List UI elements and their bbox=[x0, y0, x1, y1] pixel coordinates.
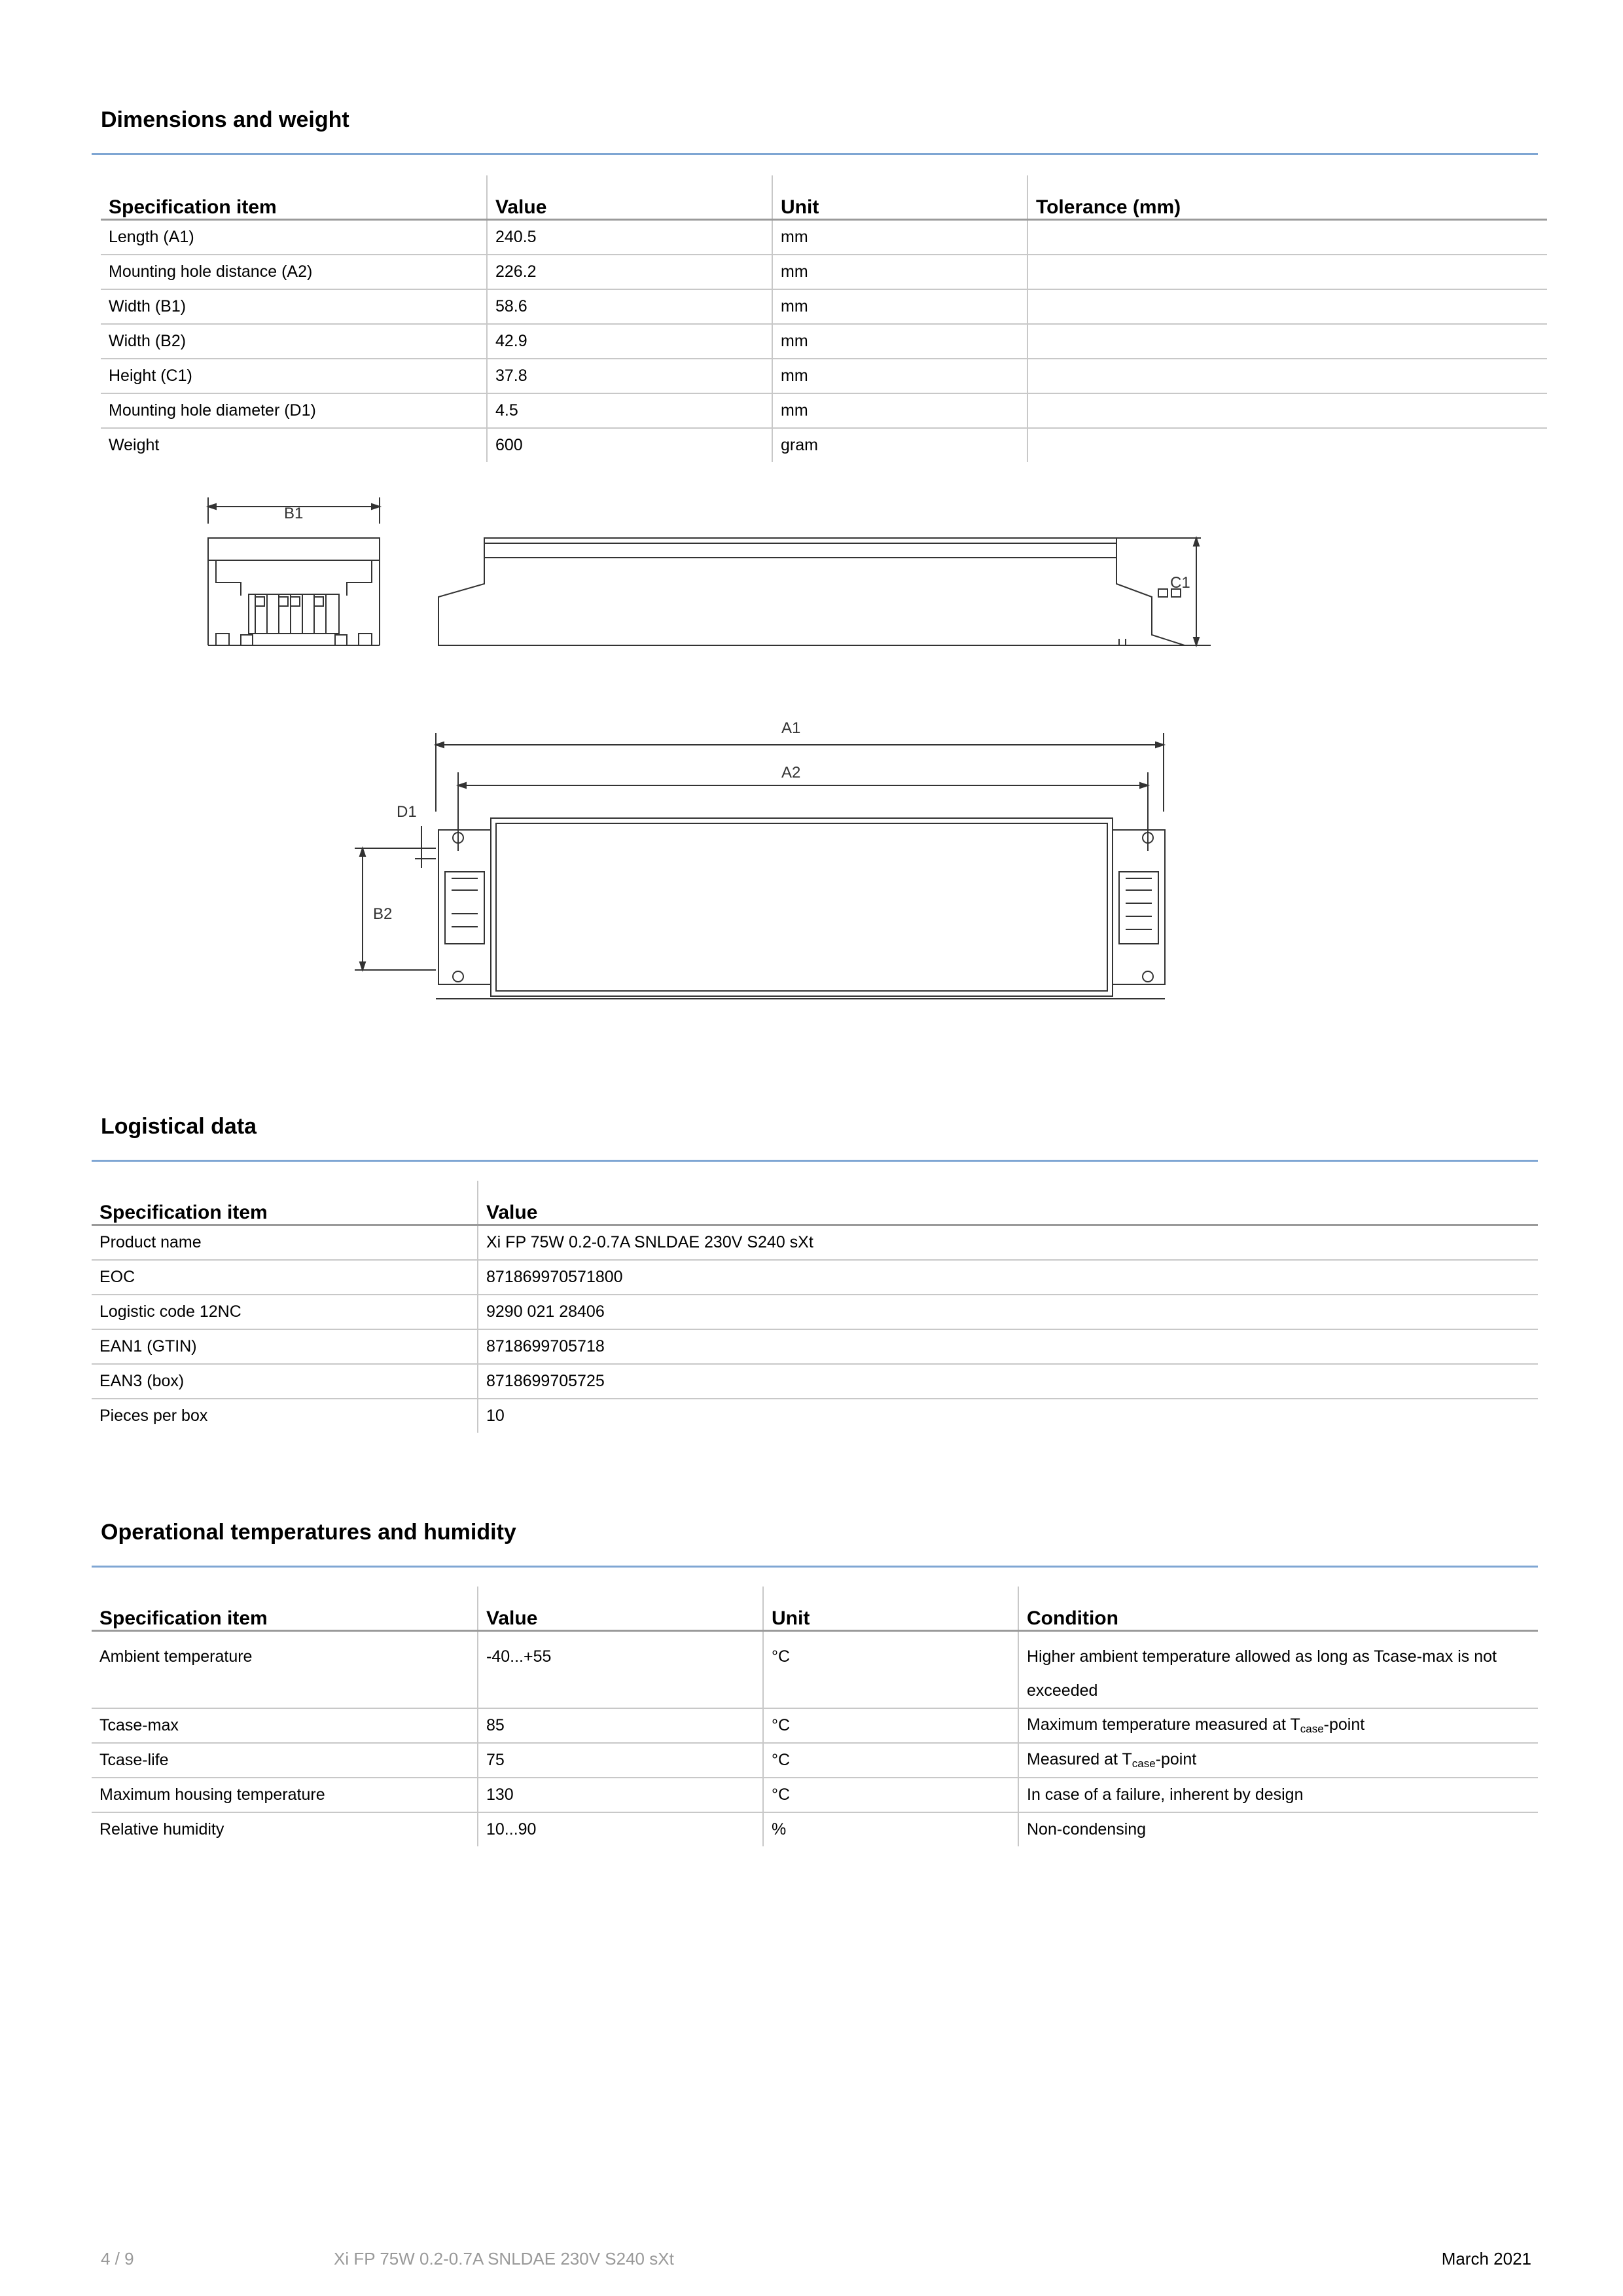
table-cell: 8718699705725 bbox=[478, 1364, 1538, 1399]
table-header-row bbox=[92, 1181, 1538, 1225]
operational-section-title: Operational temperatures and humidity bbox=[101, 1520, 516, 1545]
table-cell: 871869970571800 bbox=[478, 1260, 1538, 1295]
column-header: Tolerance (mm) bbox=[1027, 175, 1547, 220]
table-cell bbox=[1027, 428, 1547, 462]
table-cell: EAN3 (box) bbox=[92, 1364, 478, 1399]
table-cell bbox=[1018, 1743, 1538, 1778]
table-row bbox=[101, 393, 1547, 428]
dimension-label-c1: C1 bbox=[1170, 574, 1190, 592]
table-cell: Logistic code 12NC bbox=[92, 1295, 478, 1329]
table-cell: Width (B2) bbox=[101, 324, 487, 359]
table-cell: Ambient temperature bbox=[92, 1631, 478, 1709]
table-cell: 85 bbox=[478, 1708, 763, 1743]
table-cell: 8718699705718 bbox=[478, 1329, 1538, 1364]
table-cell: 75 bbox=[478, 1743, 763, 1778]
table-cell: Height (C1) bbox=[101, 359, 487, 393]
table-cell: 226.2 bbox=[487, 255, 772, 289]
column-header: Value bbox=[487, 175, 772, 220]
dimension-label-b1: B1 bbox=[284, 505, 304, 522]
condition-text: -point bbox=[1155, 1750, 1197, 1768]
column-header: Unit bbox=[772, 175, 1027, 220]
dimension-label-d1: D1 bbox=[397, 803, 417, 821]
table-cell bbox=[1027, 289, 1547, 324]
table-cell bbox=[1027, 393, 1547, 428]
column-header: Condition bbox=[1018, 1587, 1538, 1631]
table-row bbox=[92, 1812, 1538, 1846]
table-cell: 58.6 bbox=[487, 289, 772, 324]
table-cell: mm bbox=[772, 289, 1027, 324]
condition-text: -point bbox=[1323, 1715, 1365, 1734]
table-cell: -40...+55 bbox=[478, 1631, 763, 1709]
table-cell: 10 bbox=[478, 1399, 1538, 1433]
table-row bbox=[92, 1225, 1538, 1261]
table-row bbox=[92, 1743, 1538, 1778]
table-cell bbox=[1027, 255, 1547, 289]
dimension-label-b2: B2 bbox=[373, 905, 393, 923]
table-row bbox=[92, 1778, 1538, 1812]
table-cell: mm bbox=[772, 393, 1027, 428]
column-header: Unit bbox=[763, 1587, 1018, 1631]
table-cell: Mounting hole distance (A2) bbox=[101, 255, 487, 289]
operational-title-rule bbox=[92, 1566, 1538, 1568]
column-header: Value bbox=[478, 1587, 763, 1631]
table-cell: Maximum housing temperature bbox=[92, 1778, 478, 1812]
table-cell: Pieces per box bbox=[99, 1407, 208, 1425]
table-row bbox=[92, 1708, 1538, 1743]
column-header: Specification item bbox=[101, 175, 487, 220]
table-cell: °C bbox=[763, 1778, 1018, 1812]
condition-subscript: case bbox=[1300, 1723, 1324, 1735]
table-cell: In case of a failure, inherent by design bbox=[1018, 1778, 1538, 1812]
operational-table bbox=[92, 1587, 1538, 1846]
table-cell: Weight bbox=[109, 436, 160, 454]
table-cell: °C bbox=[763, 1708, 1018, 1743]
table-cell: 4.5 bbox=[487, 393, 772, 428]
table-cell: 42.9 bbox=[487, 324, 772, 359]
table-row bbox=[92, 1260, 1538, 1295]
dimension-drawing bbox=[183, 484, 1230, 1021]
column-header: Value bbox=[478, 1181, 1538, 1225]
footer-product-name: Xi FP 75W 0.2-0.7A SNLDAE 230V S240 sXt bbox=[334, 2249, 674, 2269]
condition-text: Measured at T bbox=[1027, 1750, 1132, 1768]
table-cell: 240.5 bbox=[487, 220, 772, 255]
table-cell: 9290 021 28406 bbox=[478, 1295, 1538, 1329]
table-row bbox=[101, 324, 1547, 359]
condition-subscript: case bbox=[1132, 1757, 1156, 1770]
condition-text: Maximum temperature measured at T bbox=[1027, 1715, 1300, 1734]
table-row bbox=[101, 255, 1547, 289]
dimensions-section-title: Dimensions and weight bbox=[101, 107, 349, 132]
table-cell: mm bbox=[772, 359, 1027, 393]
side-view bbox=[438, 538, 1211, 645]
table-cell bbox=[1027, 324, 1547, 359]
logistical-table bbox=[92, 1181, 1538, 1433]
table-cell: °C bbox=[763, 1631, 1018, 1709]
table-header-row bbox=[92, 1587, 1538, 1631]
top-view bbox=[355, 719, 1165, 999]
table-cell: 37.8 bbox=[487, 359, 772, 393]
table-row bbox=[92, 1631, 1538, 1709]
end-view bbox=[208, 497, 380, 645]
table-cell: °C bbox=[763, 1743, 1018, 1778]
table-cell: Tcase-life bbox=[92, 1743, 478, 1778]
table-row bbox=[92, 1329, 1538, 1364]
table-row bbox=[101, 220, 1547, 255]
table-cell: mm bbox=[772, 220, 1027, 255]
table-cell: Xi FP 75W 0.2-0.7A SNLDAE 230V S240 sXt bbox=[478, 1225, 1538, 1261]
column-header: Specification item bbox=[92, 1181, 478, 1225]
footer-date: March 2021 bbox=[1441, 2249, 1531, 2269]
table-row bbox=[92, 1295, 1538, 1329]
table-cell: Tcase-max bbox=[92, 1708, 478, 1743]
table-row bbox=[92, 1364, 1538, 1399]
table-cell: mm bbox=[772, 324, 1027, 359]
table-cell: 10...90 bbox=[478, 1812, 763, 1846]
logistical-section-title: Logistical data bbox=[101, 1114, 257, 1139]
table-cell: Width (B1) bbox=[101, 289, 487, 324]
table-cell: % bbox=[763, 1812, 1018, 1846]
dimensions-title-rule bbox=[92, 153, 1538, 155]
table-row bbox=[101, 359, 1547, 393]
dimension-label-a1: A1 bbox=[781, 719, 801, 737]
table-cell: Product name bbox=[92, 1225, 478, 1261]
column-header: Specification item bbox=[92, 1587, 478, 1631]
table-cell: Relative humidity bbox=[99, 1820, 224, 1839]
table-cell: Non-condensing bbox=[1018, 1812, 1538, 1846]
logistical-title-rule bbox=[92, 1160, 1538, 1162]
table-cell bbox=[1027, 359, 1547, 393]
table-header-row bbox=[101, 175, 1547, 220]
table-cell: 130 bbox=[478, 1778, 763, 1812]
table-cell: Mounting hole diameter (D1) bbox=[101, 393, 487, 428]
table-cell: EOC bbox=[92, 1260, 478, 1295]
table-cell bbox=[1027, 220, 1547, 255]
table-cell: Higher ambient temperature allowed as long as Tcase-max is not exceeded bbox=[1018, 1631, 1538, 1709]
dimensions-table bbox=[101, 175, 1547, 462]
table-row bbox=[92, 1399, 1538, 1433]
table-cell: gram bbox=[772, 428, 1027, 462]
page-number: 4 / 9 bbox=[101, 2249, 134, 2269]
table-row bbox=[101, 289, 1547, 324]
table-cell: mm bbox=[772, 255, 1027, 289]
table-cell: 600 bbox=[487, 428, 772, 462]
table-cell: EAN1 (GTIN) bbox=[92, 1329, 478, 1364]
dimension-label-a2: A2 bbox=[781, 764, 801, 781]
table-row bbox=[101, 428, 1547, 462]
table-cell: Length (A1) bbox=[101, 220, 487, 255]
table-cell bbox=[1018, 1708, 1538, 1743]
